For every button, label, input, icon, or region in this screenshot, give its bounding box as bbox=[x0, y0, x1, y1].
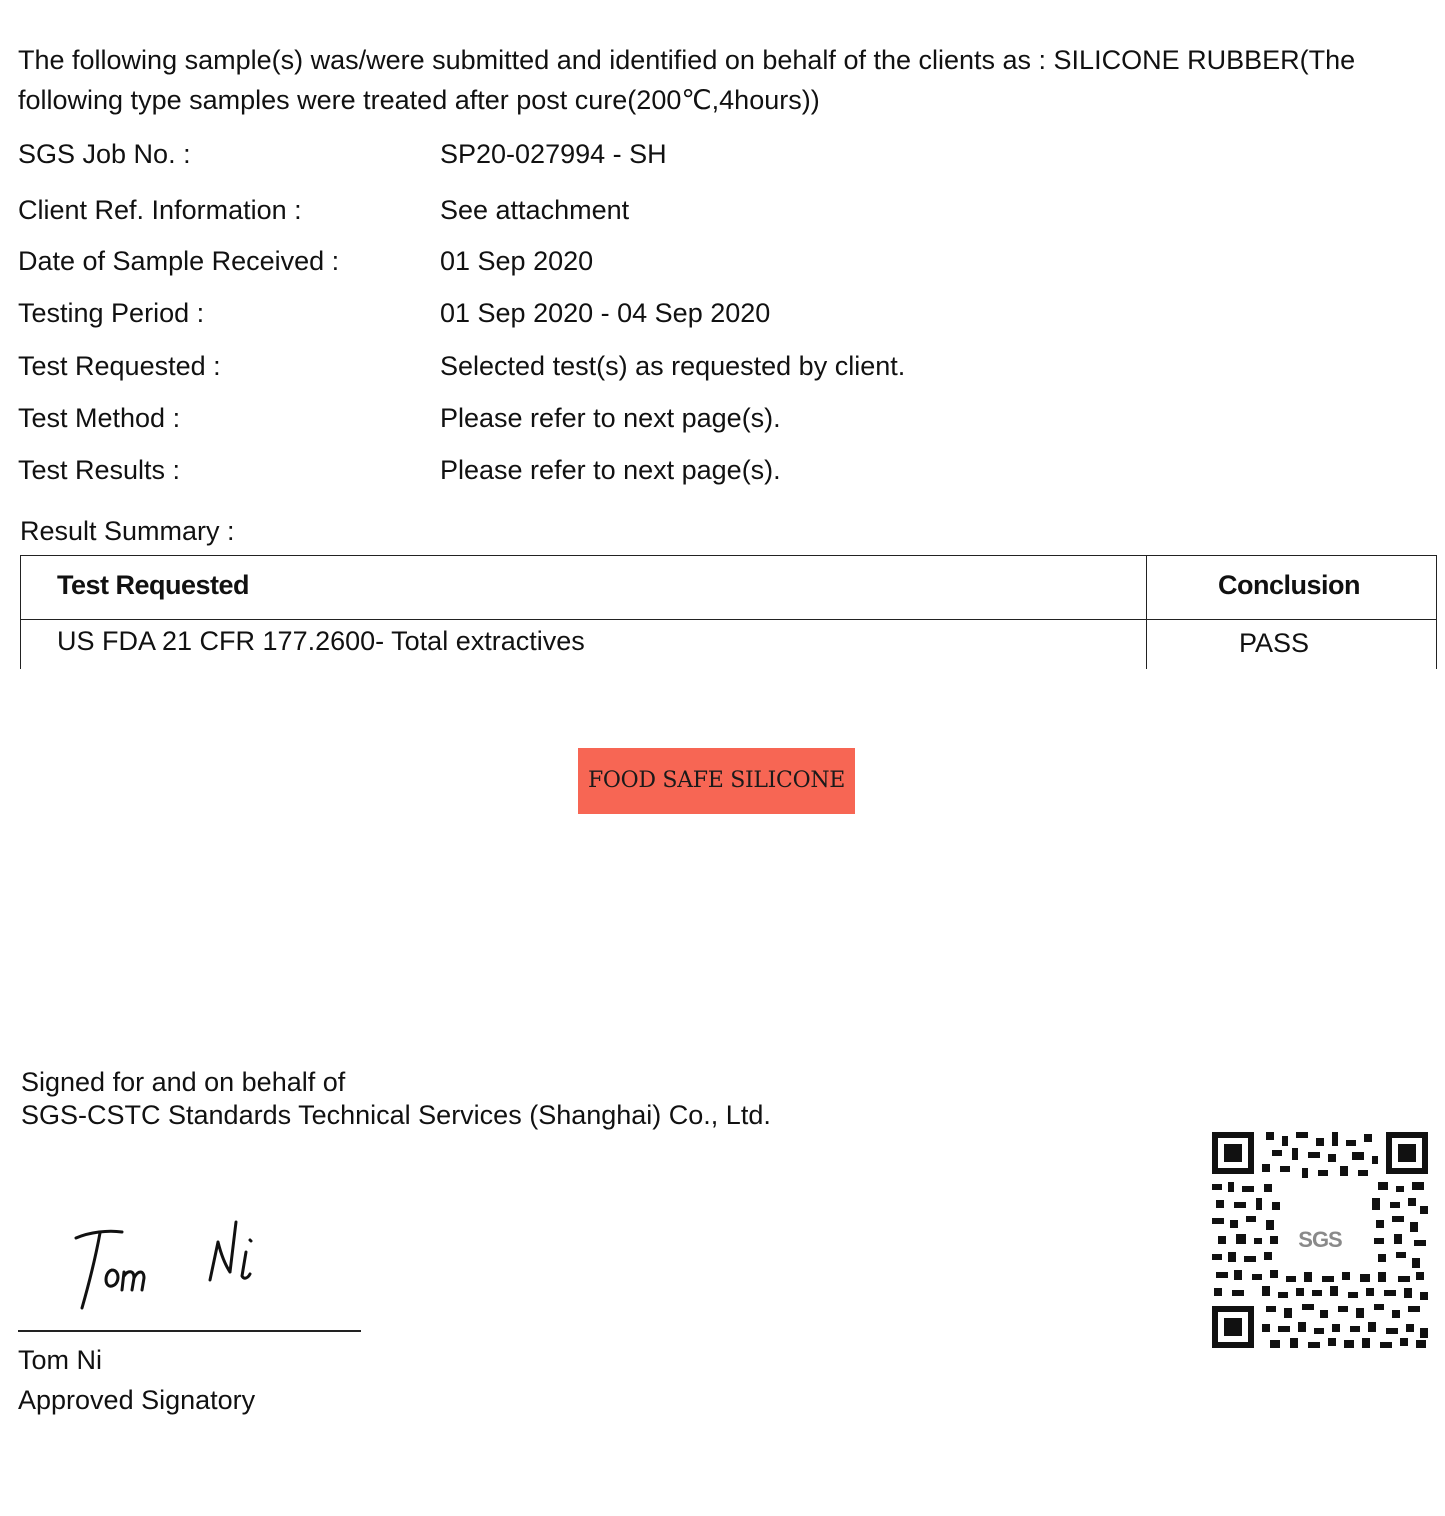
header-test-requested: Test Requested bbox=[57, 570, 250, 600]
cell-test-name: US FDA 21 CFR 177.2600- Total extractives bbox=[57, 626, 585, 656]
info-label: Test Requested : bbox=[18, 351, 221, 381]
row-divider bbox=[21, 619, 1436, 620]
info-label: SGS Job No. : bbox=[18, 139, 191, 169]
info-value: Please refer to next page(s). bbox=[440, 455, 781, 485]
result-summary-label: Result Summary : bbox=[20, 516, 235, 546]
info-label: Testing Period : bbox=[18, 298, 205, 328]
info-value: SP20-027994 - SH bbox=[440, 139, 667, 169]
info-label: Test Results : bbox=[18, 455, 181, 485]
cell-conclusion: PASS bbox=[1239, 628, 1310, 658]
result-summary-table bbox=[20, 555, 1437, 669]
signature-line bbox=[18, 1330, 361, 1332]
signed-for-line: Signed for and on behalf of bbox=[21, 1067, 346, 1097]
info-value: See attachment bbox=[440, 195, 630, 225]
intro-paragraph: The following sample(s) was/were submitted and identified on behalf of the clients as : SILICONE RUBBER(The following type samples were treated after post cure(200℃,4hours)) bbox=[18, 45, 1356, 115]
info-value: 01 Sep 2020 - 04 Sep 2020 bbox=[440, 298, 771, 328]
info-value: 01 Sep 2020 bbox=[440, 246, 594, 276]
signer-block bbox=[18, 1340, 255, 1420]
info-value: Please refer to next page(s). bbox=[440, 403, 781, 433]
info-label: Client Ref. Information : bbox=[18, 195, 302, 225]
info-label: Test Method : bbox=[18, 403, 181, 433]
signer-name: Tom Ni bbox=[18, 1345, 103, 1375]
info-label: Date of Sample Received : bbox=[18, 246, 340, 276]
company-name: SGS-CSTC Standards Technical Services (Shanghai) Co., Ltd. bbox=[21, 1100, 771, 1130]
qr-sgs-badge: SGS bbox=[1290, 1210, 1350, 1270]
food-safe-stamp: FOOD SAFE SILICONE bbox=[578, 748, 855, 814]
info-value: Selected test(s) as requested by client. bbox=[440, 351, 906, 381]
handwritten-signature bbox=[60, 1200, 290, 1320]
header-conclusion: Conclusion bbox=[1218, 570, 1360, 600]
column-divider bbox=[1146, 556, 1147, 669]
signer-title: Approved Signatory bbox=[18, 1385, 256, 1415]
signed-block bbox=[21, 1066, 771, 1132]
